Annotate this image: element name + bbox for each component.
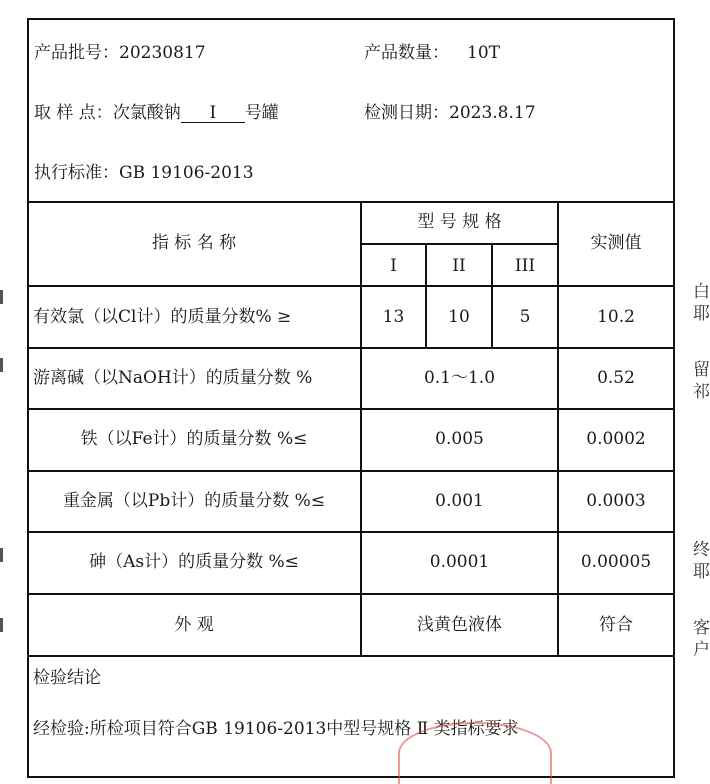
conclusion-label: 检验结论 (33, 668, 101, 688)
edge-mark (0, 618, 3, 632)
margin-text: 终 (693, 540, 710, 560)
spec-value: 0.0001 (429, 552, 490, 572)
spec-value: 10 (448, 307, 470, 327)
row-line (27, 655, 675, 657)
grade-2: II (452, 256, 466, 276)
column-header-spec: 型 号 规 格 (417, 212, 502, 232)
edge-mark (0, 290, 3, 304)
edge-mark (0, 358, 3, 372)
spec-value: 浅黄色液体 (417, 615, 502, 635)
spec-value: 0.001 (435, 491, 484, 511)
measured-value: 符合 (599, 615, 633, 635)
margin-text: 耶 (693, 304, 710, 324)
table-row-name: 砷（As计）的质量分数 %≤ (89, 552, 299, 572)
sampling-point: 取 样 点：次氯酸钠 I 号罐 (34, 103, 279, 123)
measured-value: 10.2 (597, 307, 635, 327)
test-date: 检测日期：2023.8.17 (364, 103, 536, 123)
measured-value: 0.0003 (586, 491, 646, 511)
table-row-name: 游离碱（以NaOH计）的质量分数 % (33, 368, 313, 388)
margin-text: 户 (693, 640, 710, 660)
table-row-name: 重金属（以Pb计）的质量分数 %≤ (62, 491, 326, 511)
margin-text: 留 (693, 360, 710, 380)
grade-1: I (390, 256, 397, 276)
spec-value: 0.005 (435, 429, 484, 449)
grade-divider (360, 243, 557, 245)
margin-text: 祁 (693, 382, 710, 402)
edge-mark (0, 548, 3, 562)
table-row-name: 外 观 (174, 615, 214, 635)
row-line (27, 470, 675, 472)
table-row-name: 铁（以Fe计）的质量分数 %≤ (80, 429, 308, 449)
spec-value: 5 (519, 307, 531, 327)
row-line (27, 347, 675, 349)
table-top-line (27, 201, 675, 203)
inspection-stamp (398, 722, 552, 784)
margin-text: 白 (693, 282, 710, 302)
spec-value: 13 (382, 307, 405, 327)
table-row-name: 有效氯（以Cl计）的质量分数% ≥ (33, 307, 292, 327)
grade-3: III (514, 256, 536, 276)
margin-text: 耶 (693, 562, 710, 582)
row-line (27, 408, 675, 410)
spec-value: 0.1～1.0 (423, 368, 496, 388)
col-line (557, 201, 559, 655)
measured-value: 0.00005 (580, 552, 652, 572)
measured-value: 0.52 (597, 368, 635, 388)
column-header-name: 指 标 名 称 (151, 233, 237, 253)
row-line (27, 285, 675, 287)
report-frame (27, 18, 675, 778)
tank-number: I (181, 104, 245, 123)
executive-standard: 执行标准：GB 19106-2013 (34, 163, 254, 183)
column-header-measured: 实测值 (590, 233, 642, 253)
product-quantity: 产品数量： 10T (364, 43, 500, 63)
row-line (27, 531, 675, 533)
measured-value: 0.0002 (586, 429, 646, 449)
batch-number: 产品批号：20230817 (34, 43, 206, 63)
margin-text: 客 (693, 618, 710, 638)
row-line (27, 593, 675, 595)
conclusion-text: 经检验:所检项目符合GB 19106-2013中型号规格 Ⅱ 类指标要求 (33, 719, 519, 739)
